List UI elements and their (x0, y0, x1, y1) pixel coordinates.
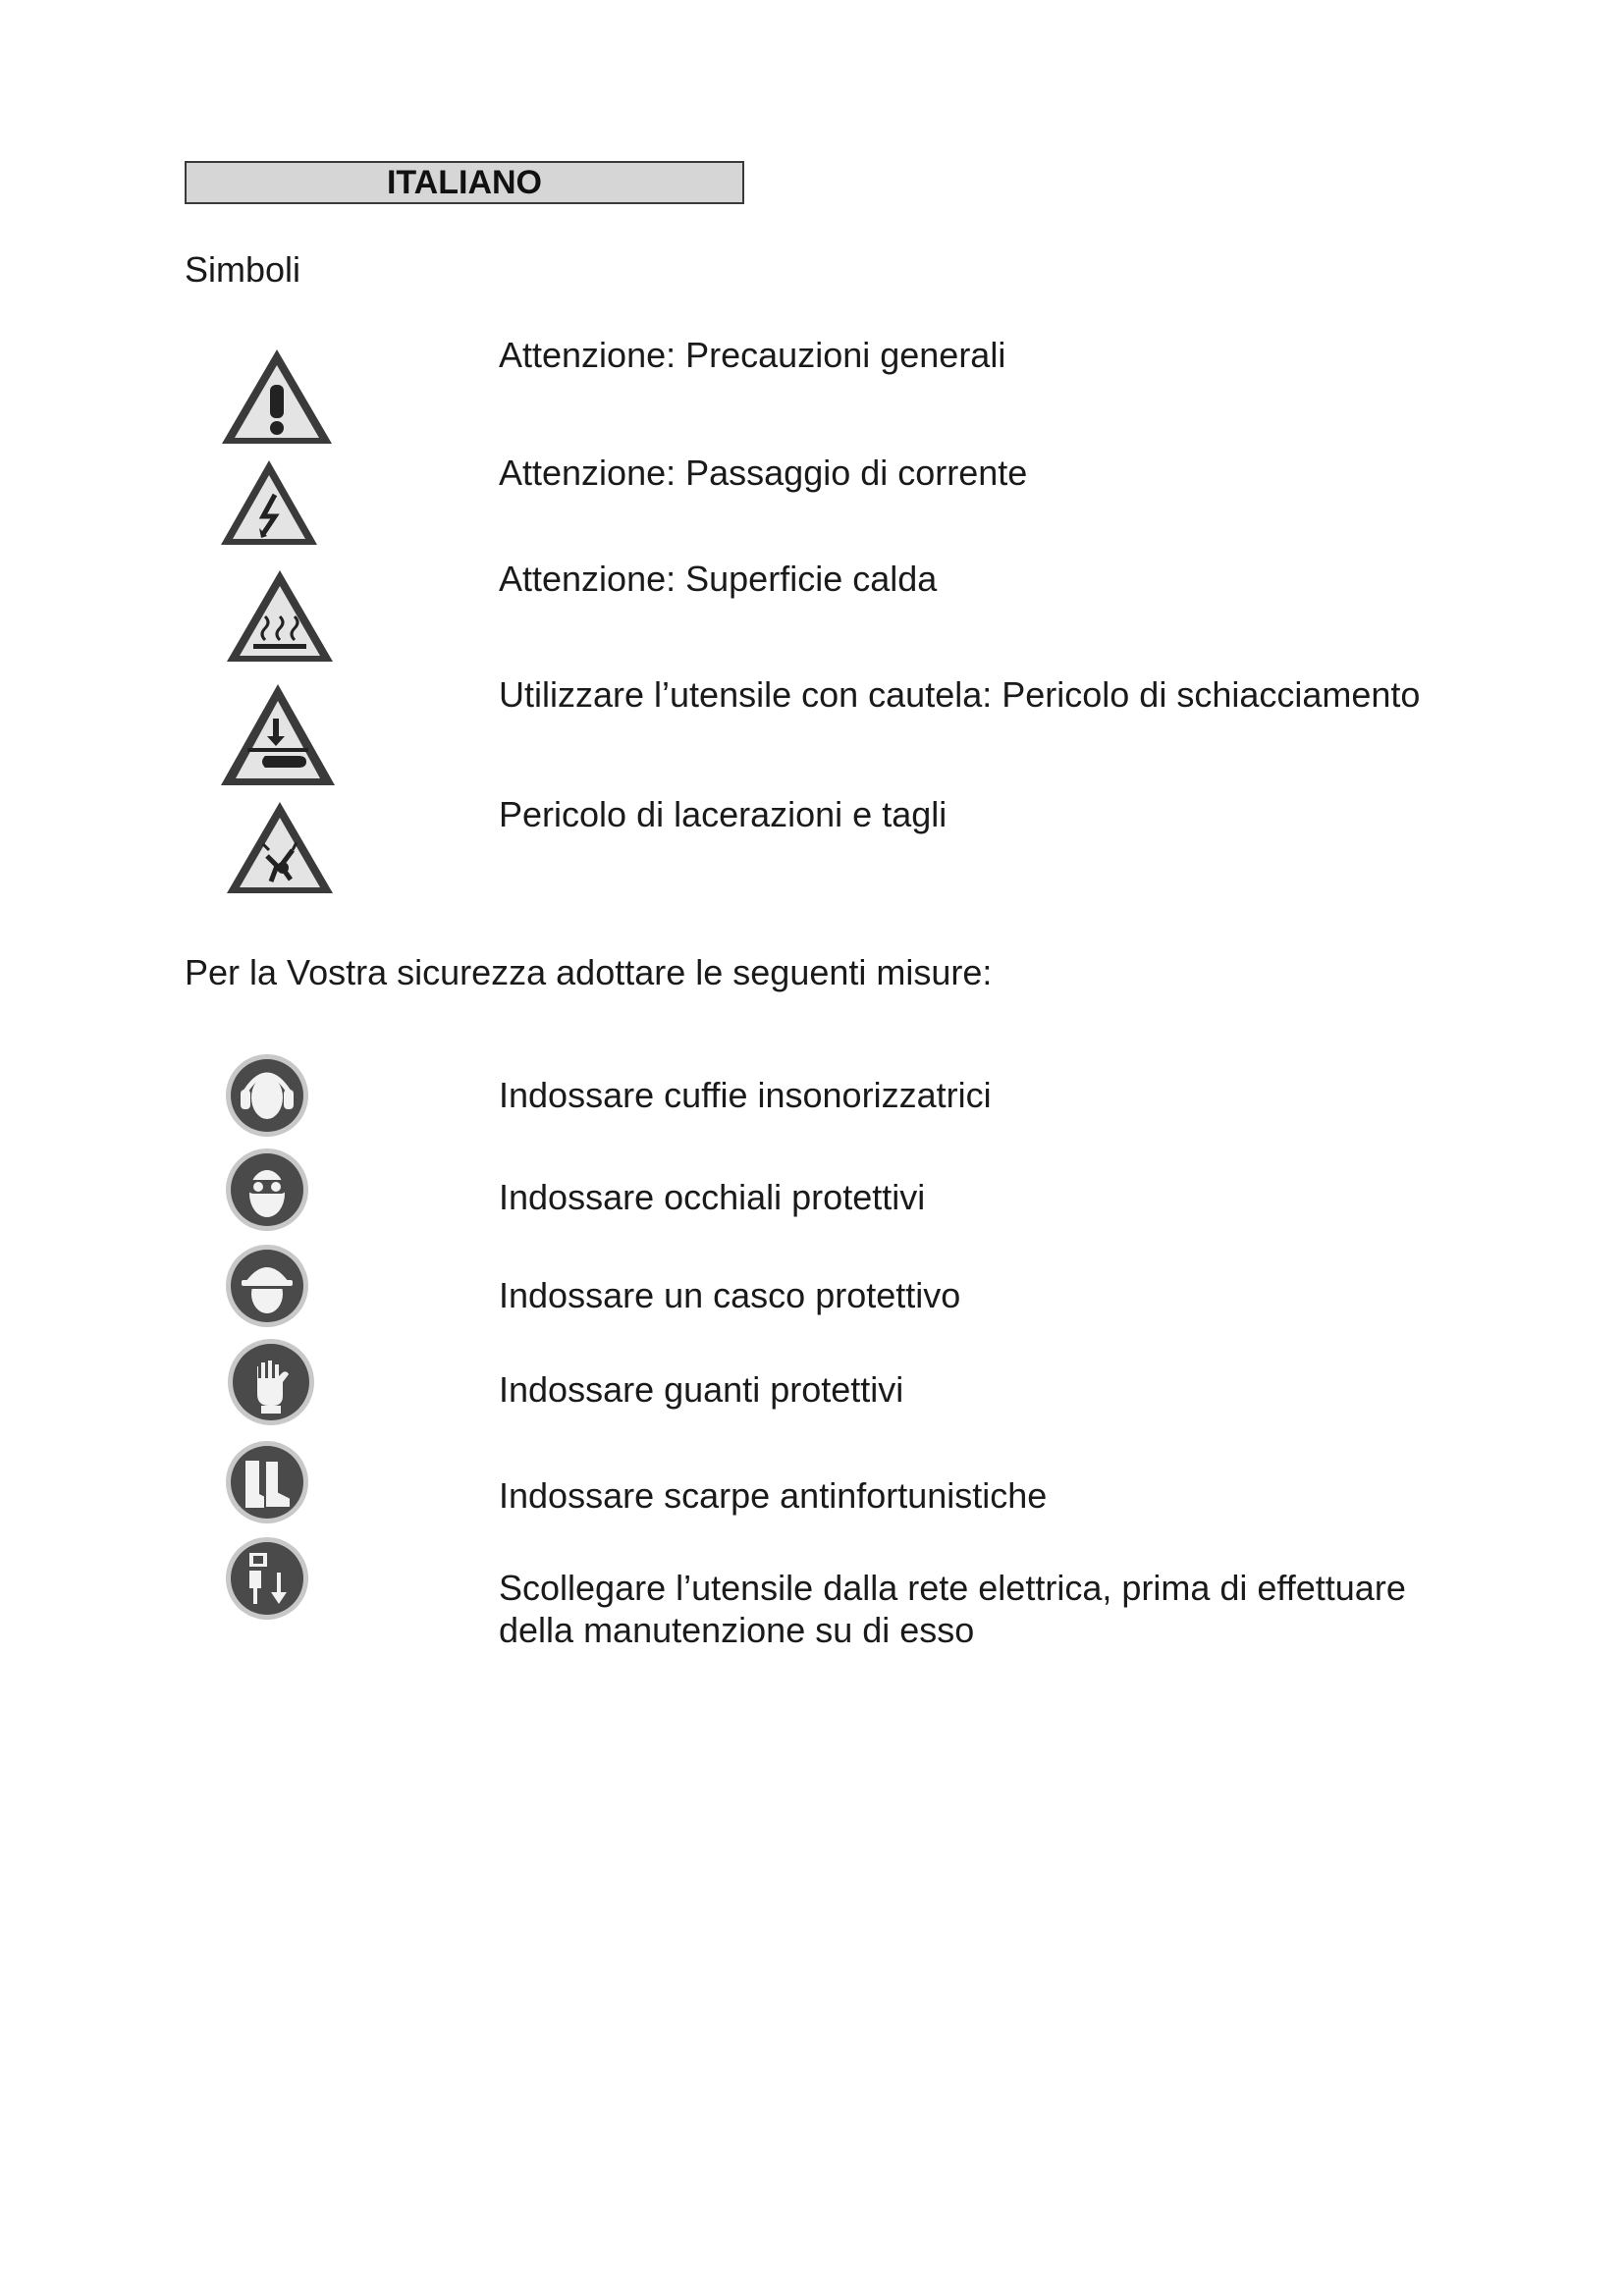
symbol-label-electric-hazard: Attenzione: Passaggio di corrente (499, 453, 1028, 493)
safety-label-safety-boots: Indossare scarpe antinfortunistiche (499, 1475, 1048, 1516)
hot-surface-icon (224, 567, 336, 666)
helmet-icon (224, 1243, 310, 1329)
symbol-label-hot-surface: Attenzione: Superficie calda (499, 559, 938, 599)
cut-hazard-icon (224, 799, 336, 897)
gloves-icon (226, 1337, 316, 1427)
safety-title: Per la Vostra sicurezza adottare le seguenti misure: (185, 952, 993, 992)
crush-hazard-icon (218, 681, 338, 789)
ear-protection-icon (224, 1052, 310, 1139)
safety-label-gloves: Indossare guanti protettivi (499, 1369, 904, 1410)
general-warning-icon (218, 346, 336, 450)
electric-hazard-icon (218, 457, 320, 550)
safety-boots-icon (224, 1439, 310, 1525)
symbol-label-cut-hazard: Pericolo di lacerazioni e tagli (499, 794, 947, 834)
symbols-title: Simboli (185, 249, 301, 290)
safety-label-helmet: Indossare un casco protettivo (499, 1275, 961, 1315)
symbol-label-general-warning: Attenzione: Precauzioni generali (499, 335, 1006, 375)
unplug-icon (224, 1535, 310, 1622)
eye-protection-icon (224, 1147, 310, 1233)
symbol-label-crush-hazard: Utilizzare l’utensile con cautela: Pericolo di schiacciamento (499, 674, 1421, 715)
language-header: ITALIANO (185, 161, 744, 204)
safety-label-unplug: Scollegare l’utensile dalla rete elettrica, prima di effettuare della manutenzione su di esso (499, 1568, 1406, 1650)
safety-label-ear-protection: Indossare cuffie insonorizzatrici (499, 1075, 992, 1115)
safety-label-eye-protection: Indossare occhiali protettivi (499, 1177, 926, 1217)
